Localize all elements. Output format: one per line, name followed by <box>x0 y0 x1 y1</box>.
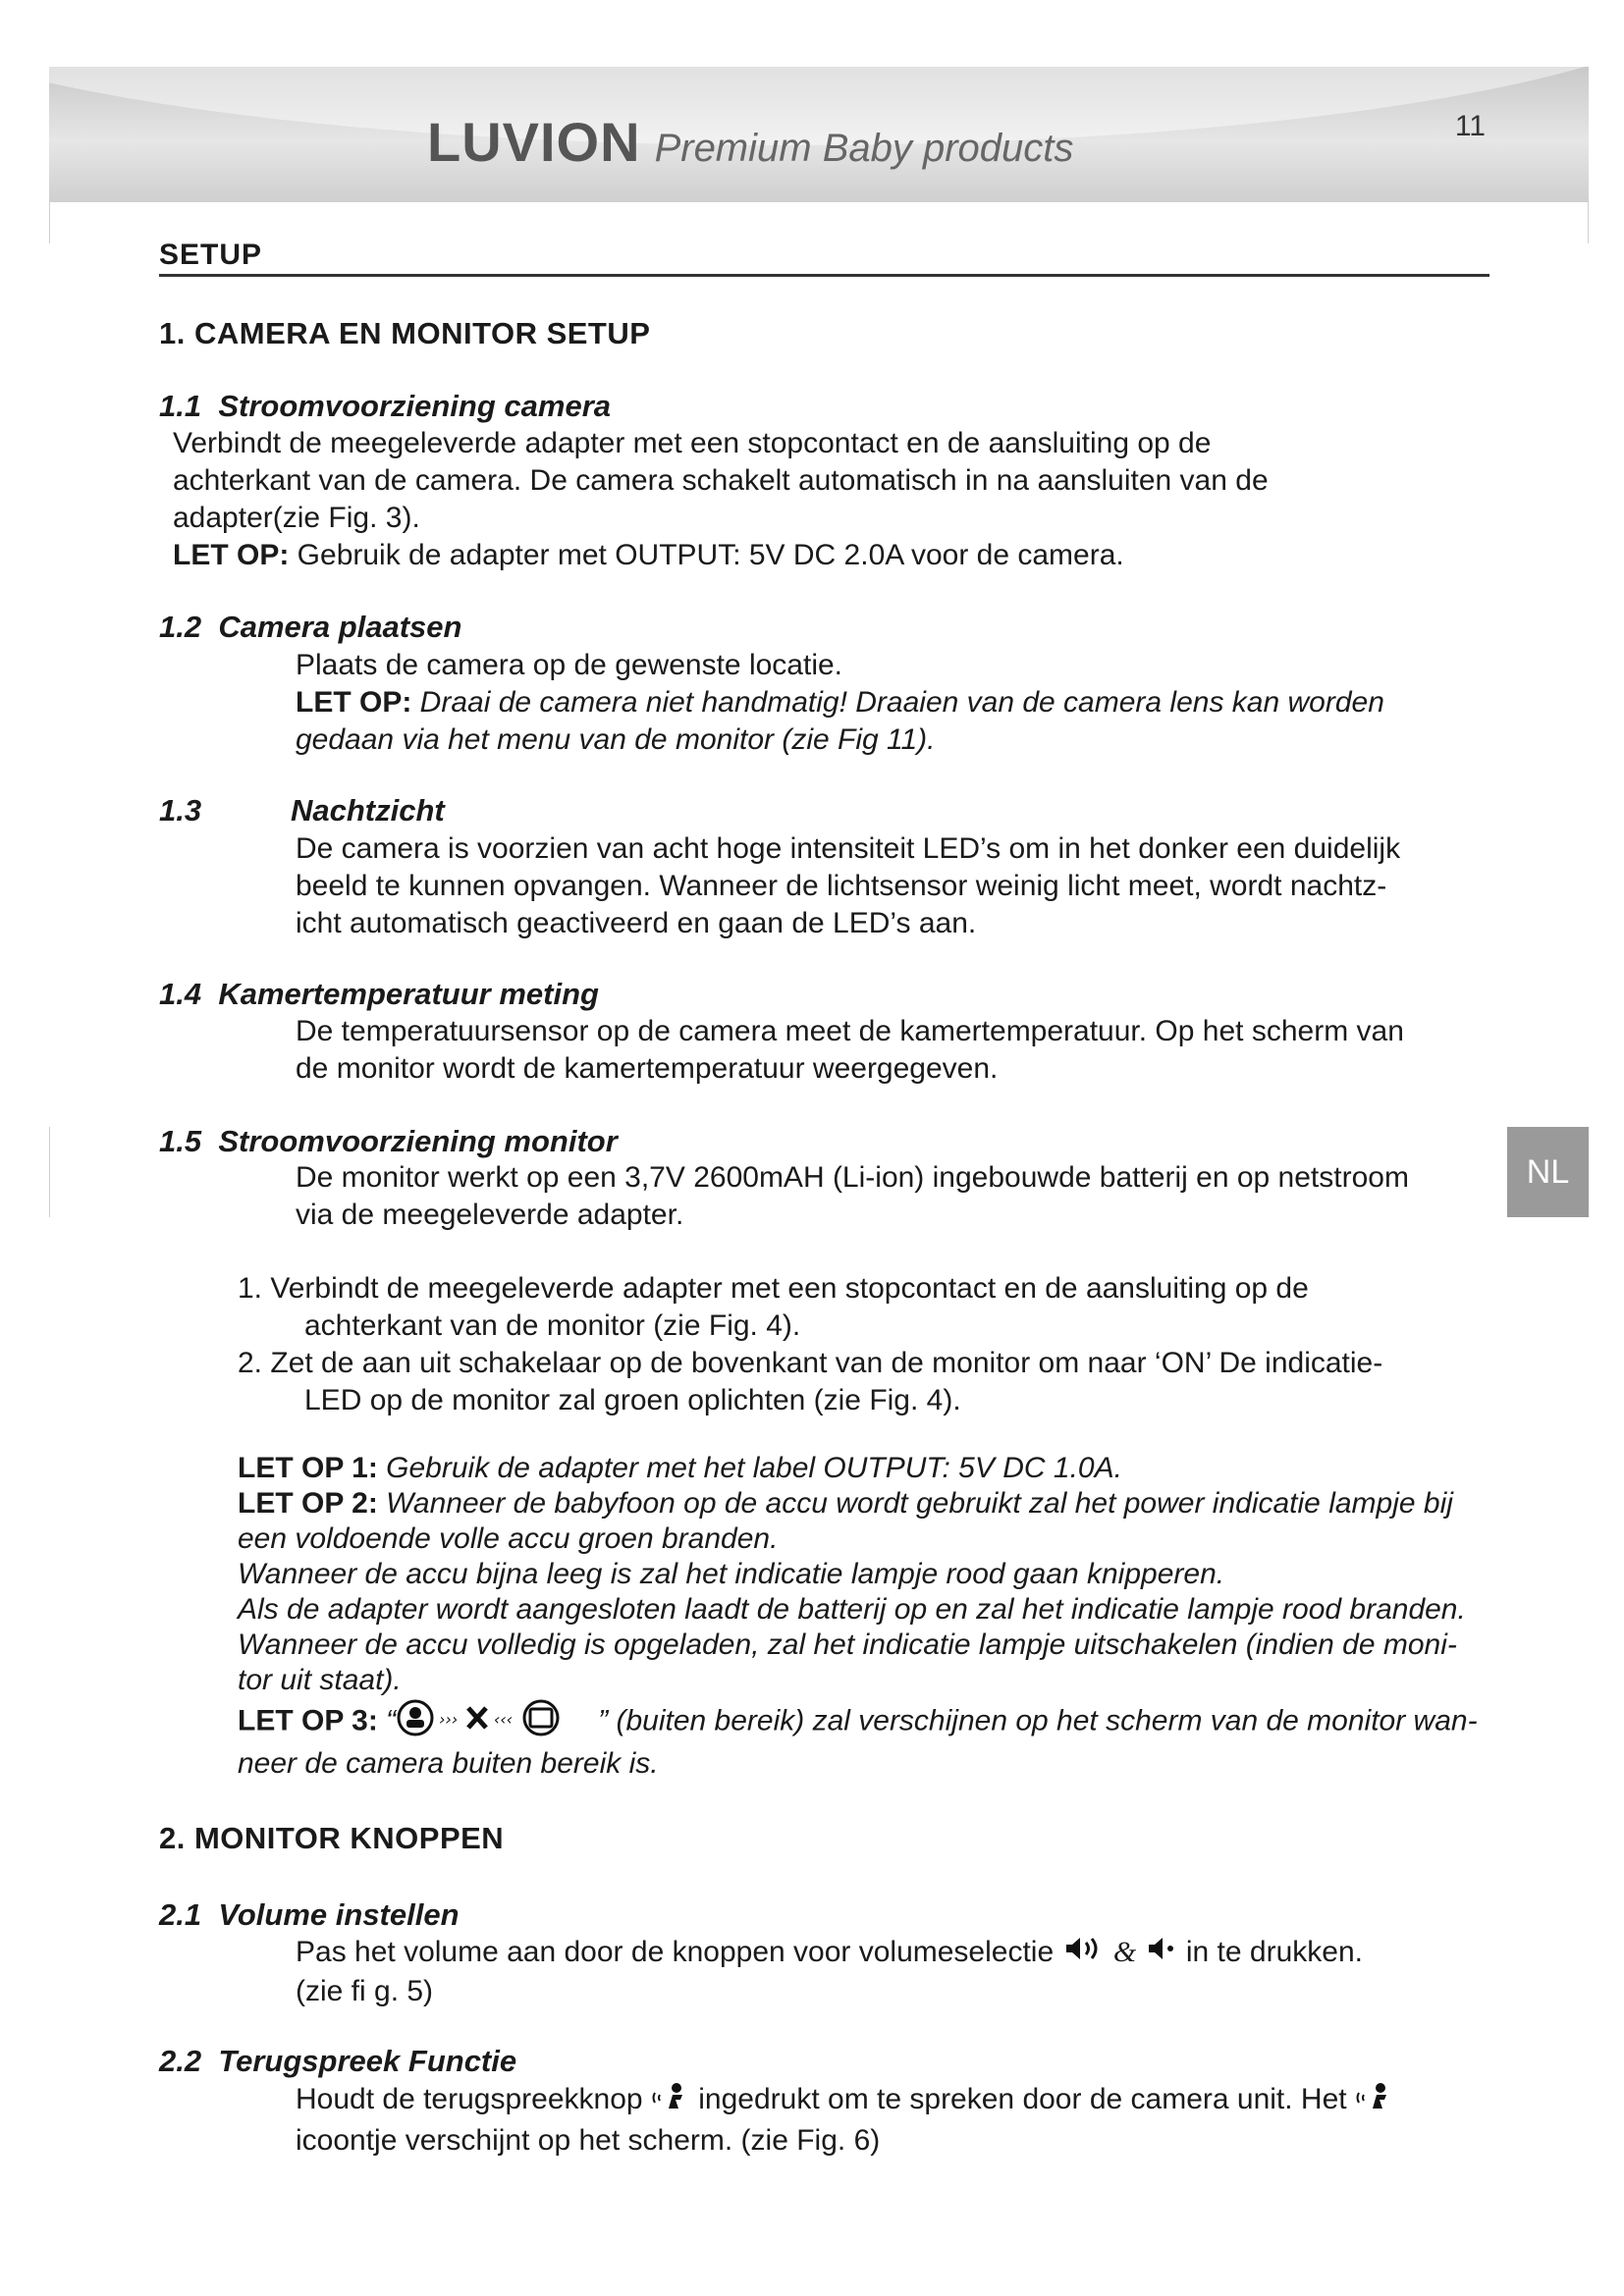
note-text: (buiten bereik) zal verschijnen op het scherm van de monitor wan- <box>608 1704 1478 1737</box>
note-line: Als de adapter wordt aangesloten laadt de batterij op en zal het indicatie lampje rood branden. <box>238 1593 1466 1626</box>
body-line: icht automatisch geactiveerd en gaan de LED’s aan. <box>296 907 977 939</box>
subsection-number: 1.2 <box>159 610 202 644</box>
list-text-cont: achterkant van de monitor (zie Fig. 4). <box>304 1309 801 1342</box>
subsection-1-5-title <box>159 1124 618 1159</box>
note-text: Gebruik de adapter met OUTPUT: 5V DC 2.0A voor de camera. <box>289 539 1124 571</box>
subsection-2-2-body <box>296 2079 1394 2160</box>
quote-close: ” <box>598 1704 609 1737</box>
note-3 <box>238 1698 1504 1746</box>
language-tab: NL <box>1507 1127 1589 1217</box>
subsection-heading: Camera plaatsen <box>218 610 462 644</box>
body-line: De temperatuursensor op de camera meet de kamertemperatuur. Op het scherm van <box>296 1015 1404 1047</box>
volume-up-icon <box>1062 1934 1106 1973</box>
svg-text:‹‹‹: ‹‹‹ <box>494 1710 514 1729</box>
subsection-number: 1.1 <box>159 389 202 423</box>
body-line: beeld te kunnen opvangen. Wanneer de lichtsensor weinig licht meet, wordt nachtz- <box>296 870 1387 902</box>
talkback-icon <box>651 2079 690 2122</box>
subsection-2-2-title <box>159 2044 516 2079</box>
left-margin-line <box>49 202 50 243</box>
right-margin-line <box>1588 202 1589 243</box>
note <box>173 537 1269 574</box>
subsection-heading: Nachtzicht <box>291 793 445 828</box>
subsection-1-1-title <box>159 389 611 424</box>
note-line: Wanneer de accu bijna leeg is zal het indicatie lampje rood gaan knipperen. <box>238 1558 1225 1590</box>
brand-tagline: Premium Baby products <box>654 127 1074 170</box>
note-line: neer de camera buiten bereik is. <box>238 1747 659 1780</box>
note-label: LET OP 1: <box>238 1452 378 1484</box>
body-line: De monitor werkt op een 3,7V 2600mAH (Li-ion) ingebouwde batterij en op netstroom <box>296 1161 1409 1194</box>
setup-title: SETUP <box>159 239 263 271</box>
subsection-1-3-body <box>296 830 1400 942</box>
body-line: De camera is voorzien van acht hoge intensiteit LED’s om in het donker een duidelijk <box>296 832 1401 865</box>
note-label: LET OP: <box>173 539 290 571</box>
subsection-1-1-body <box>173 425 1269 574</box>
body-line <box>296 2079 1394 2122</box>
body-text: Pas het volume aan door de knoppen voor volumeselectie <box>296 1936 1055 1968</box>
subsection-1-4-title <box>159 977 599 1012</box>
body-line: de monitor wordt de kamertemperatuur weergegeven. <box>296 1052 999 1085</box>
body-text: Houdt de terugspreekknop <box>296 2082 643 2115</box>
note-text: Wanneer de babyfoon op de accu wordt gebruikt zal het power indicatie lampje bij <box>377 1487 1453 1520</box>
note <box>296 684 1384 721</box>
body-line <box>296 1934 1363 1973</box>
body-line: via de meegeleverde adapter. <box>296 1199 684 1231</box>
subsection-number: 1.4 <box>159 977 202 1011</box>
left-margin-line-2 <box>49 1127 50 1217</box>
note-text: Gebruik de adapter met het label OUTPUT: 5V DC 1.0A. <box>377 1452 1122 1484</box>
quote-open: “ <box>377 1704 397 1737</box>
note-line: een voldoende volle accu groen branden. <box>238 1522 779 1555</box>
out-of-range-icon <box>396 1698 598 1746</box>
svg-text:›››: ››› <box>439 1710 459 1729</box>
setup-divider <box>159 274 1489 277</box>
note-label: LET OP 2: <box>238 1487 378 1520</box>
subsection-1-2-title <box>159 610 461 645</box>
subsection-number: 1.3 <box>159 793 202 828</box>
body-text: in te drukken. <box>1185 1936 1363 1968</box>
list-item <box>238 1345 1382 1382</box>
note-line: Wanneer de accu volledig is opgeladen, zal het indicatie lampje uitschakelen (indien de moni- <box>238 1629 1457 1661</box>
note-text-line2: gedaan via het menu van de monitor (zie Fig 11). <box>296 723 936 756</box>
note-2 <box>238 1486 1504 1522</box>
body-line: Plaats de camera op de gewenste locatie. <box>296 649 843 681</box>
notes-block <box>238 1451 1504 1782</box>
section-2-title: 2. MONITOR KNOPPEN <box>159 1821 505 1855</box>
page-number: 11 <box>1454 110 1486 142</box>
body-line: achterkant van de camera. De camera schakelt automatisch in na aansluiten van de <box>173 464 1269 497</box>
note-line: tor uit staat). <box>238 1664 402 1696</box>
subsection-heading: Stroomvoorziening camera <box>218 389 611 423</box>
body-line: (zie fi g. 5) <box>296 1975 434 2008</box>
brand <box>427 110 1073 174</box>
ampersand: & <box>1112 1936 1137 1968</box>
list-item <box>238 1270 1382 1308</box>
body-line: adapter(zie Fig. 3). <box>173 502 420 534</box>
list-text: Zet de aan uit schakelaar op de bovenkant van de monitor om naar ‘ON’ De indicatie- <box>270 1347 1383 1379</box>
numbered-list <box>238 1270 1382 1419</box>
note-label: LET OP: <box>296 686 412 719</box>
subsection-1-4-body <box>296 1013 1404 1088</box>
subsection-number: 2.1 <box>159 1897 202 1932</box>
subsection-2-1-title <box>159 1897 460 1933</box>
section-1-title: 1. CAMERA EN MONITOR SETUP <box>159 316 651 350</box>
note-1 <box>238 1451 1504 1486</box>
subsection-1-2-body <box>296 647 1384 759</box>
subsection-number: 2.2 <box>159 2044 202 2078</box>
subsection-2-1-body <box>296 1934 1363 2010</box>
list-number: 1. <box>238 1272 263 1305</box>
talkback-icon <box>1355 2079 1394 2122</box>
subsection-1-5-body <box>296 1159 1409 1234</box>
body-text: ingedrukt om te spreken door de camera unit. Het <box>698 2082 1347 2115</box>
body-line: icoontje verschijnt op het scherm. (zie Fig. 6) <box>296 2124 881 2157</box>
note-text: Draai de camera niet handmatig! Draaien van de camera lens kan worden <box>411 686 1384 719</box>
subsection-number: 1.5 <box>159 1124 202 1158</box>
subsection-heading: Terugspreek Functie <box>218 2044 517 2078</box>
subsection-1-3-title <box>159 793 454 828</box>
note-label: LET OP 3: <box>238 1704 378 1737</box>
page-header <box>49 67 1589 202</box>
brand-name: LUVION <box>427 111 641 173</box>
list-number: 2. <box>238 1347 263 1379</box>
list-text-cont: LED op de monitor zal groen oplichten (zie Fig. 4). <box>304 1384 961 1416</box>
body-line: Verbindt de meegeleverde adapter met een stopcontact en de aansluiting op de <box>173 427 1212 459</box>
subsection-heading: Stroomvoorziening monitor <box>218 1124 618 1158</box>
volume-down-icon <box>1145 1934 1178 1973</box>
subsection-heading: Kamertemperatuur meting <box>218 977 599 1011</box>
subsection-heading: Volume instellen <box>218 1897 460 1932</box>
list-text: Verbindt de meegeleverde adapter met een stopcontact en de aansluiting op de <box>270 1272 1309 1305</box>
